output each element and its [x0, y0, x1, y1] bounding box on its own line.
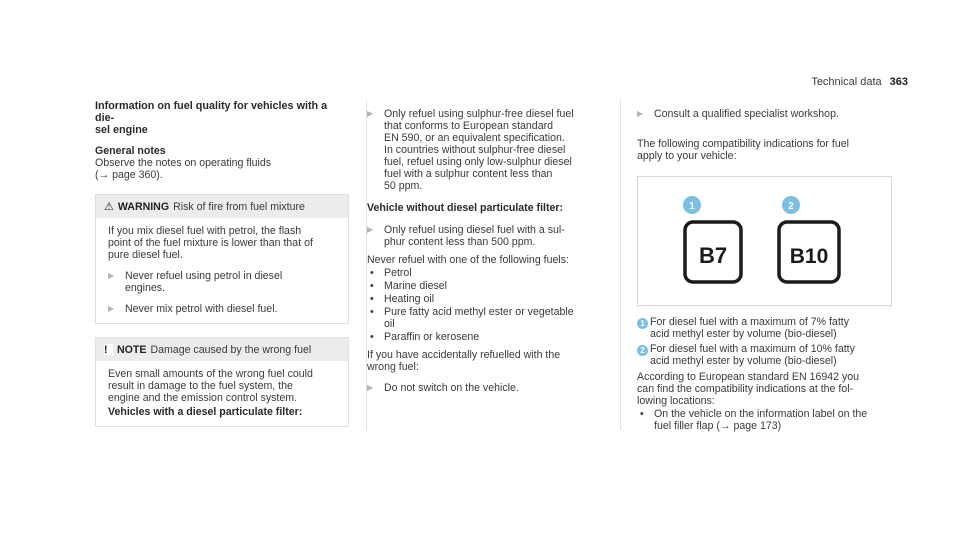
note-body: [96, 361, 348, 426]
step-text: Never mix petrol with diesel fuel.: [125, 303, 278, 315]
step-text: 50 ppm.: [384, 180, 423, 192]
warning-subtitle: Risk of fire from fuel mixture: [173, 201, 305, 213]
step-text: Never refuel using petrol in diesel: [125, 270, 283, 282]
note-text: Even small amounts of the wrong fuel could: [108, 368, 313, 380]
note-subtitle: Damage caused by the wrong fuel: [150, 344, 312, 356]
step-text: phur content less than 500 ppm.: [384, 236, 536, 248]
dpf-heading: Vehicles with a diesel particulate filter:: [108, 406, 303, 418]
arrow-right-icon: ▶: [637, 109, 644, 118]
list-item-text: Paraffin or kerosene: [384, 331, 480, 343]
column-2: [367, 100, 605, 394]
standard-text: According to European standard EN 16942 you: [637, 371, 860, 383]
step-text: Only refuel using diesel fuel with a sul-: [384, 224, 565, 236]
list-item-text: Pure fatty acid methyl ester or vegetable: [384, 306, 574, 318]
bullet-icon: •: [370, 267, 374, 279]
legend-text: For diesel fuel with a maximum of 7% fatty: [650, 316, 850, 328]
step-text: Only refuel using sulphur-free diesel fuel: [384, 108, 574, 120]
warning-text: point of the fuel mixture is lower than that of: [108, 237, 313, 249]
legend-item-1: [637, 316, 892, 340]
list-item: [367, 331, 605, 343]
instruction-step: [108, 303, 336, 315]
section-heading: Information on fuel quality for vehicles with a die- sel engine: [95, 100, 328, 136]
b7-label: B7: [698, 243, 728, 268]
warning-title: WARNING: [117, 201, 170, 213]
compat-text: The following compatibility indications for fuel: [637, 138, 849, 150]
bullet-icon: •: [370, 306, 374, 318]
warning-body: [96, 218, 348, 323]
compat-text: apply to your vehicle:: [637, 150, 737, 162]
page-header: [811, 76, 908, 88]
warning-text: If you mix diesel fuel with petrol, the flash: [108, 225, 302, 237]
list-item-text: Marine diesel: [384, 280, 448, 292]
bullet-icon: •: [370, 280, 374, 292]
arrow-right-icon: ▶: [108, 271, 115, 280]
step-text: EN 590, or an equivalent specification.: [384, 132, 565, 144]
step-text: that conforms to European standard: [384, 120, 554, 132]
section-title: Technical data: [811, 76, 882, 88]
note-box: [95, 337, 349, 427]
subheading-general-notes: General notes: [95, 145, 166, 157]
warning-icon: ⚠: [104, 201, 114, 213]
list-item-text: On the vehicle on the information label on the: [654, 408, 868, 420]
page-number: 363: [889, 76, 908, 88]
step-text: fuel, refuel using only low-sulphur diesel: [384, 156, 572, 168]
list-item-text[interactable]: fuel filler flap (→ page 173): [654, 420, 782, 432]
step-text: fuel with a sulphur content less than: [384, 168, 553, 180]
intro-page-ref[interactable]: (→ page 360).: [95, 169, 163, 181]
list-item-text: Petrol: [384, 267, 412, 279]
list-item: [637, 408, 892, 432]
arrow-right-icon: ▶: [367, 225, 374, 234]
fuel-list: [367, 267, 605, 343]
exclamation-icon: !: [104, 344, 113, 355]
step-text: engines.: [125, 282, 166, 294]
arrow-right-icon: ▶: [108, 304, 115, 313]
list-item-text: oil: [384, 318, 395, 330]
warning-box: [95, 194, 349, 324]
instruction-step: [367, 224, 605, 248]
column-3: [637, 100, 892, 432]
list-item: [367, 280, 605, 292]
list-item: [367, 306, 605, 330]
standard-text: lowing locations:: [637, 395, 715, 407]
accident-text: wrong fuel:: [367, 361, 419, 373]
instruction-step: [637, 108, 892, 120]
arrow-right-icon: ▶: [367, 383, 374, 392]
note-text: result in damage to the fuel system, the: [108, 380, 293, 392]
instruction-step: [108, 270, 336, 294]
step-text: Consult a qualified specialist workshop.: [654, 108, 839, 120]
marker-1-icon: 1: [637, 318, 648, 329]
b10-label: B10: [789, 245, 829, 268]
bullet-icon: •: [370, 293, 374, 305]
legend-item-2: [637, 343, 892, 367]
note-title: NOTE: [117, 344, 147, 356]
subheading-no-dpf: Vehicle without diesel particulate filter:: [367, 202, 564, 214]
standard-text: can find the compatibility indications at the fol-: [637, 383, 854, 395]
warning-text: pure diesel fuel.: [108, 249, 183, 261]
arrow-right-icon: ▶: [367, 109, 374, 118]
fuel-compat-figure: [637, 176, 892, 306]
instruction-step: [367, 382, 605, 394]
intro-text: Observe the notes on operating fluids: [95, 157, 272, 169]
list-item-text: Heating oil: [384, 293, 435, 305]
column-divider: [620, 100, 621, 430]
list-item: [367, 293, 605, 305]
instruction-step: [367, 108, 605, 192]
column-1: [95, 100, 349, 427]
note-text: engine and the emission control system.: [108, 392, 298, 404]
warning-header: [96, 195, 348, 218]
marker-2-label: 2: [788, 201, 794, 212]
bullet-icon: •: [370, 331, 374, 343]
legend-text: acid methyl ester by volume (bio-diesel): [650, 328, 837, 340]
bullet-icon: •: [640, 408, 644, 420]
never-refuel-text: Never refuel with one of the following fuels:: [367, 254, 569, 266]
marker-1-label: 1: [689, 201, 695, 212]
fuel-label-illustration: [638, 177, 891, 305]
list-item: [367, 267, 605, 279]
step-text: In countries without sulphur-free diesel: [384, 144, 566, 156]
accident-text: If you have accidentally refuelled with the: [367, 349, 561, 361]
legend-text: acid methyl ester by volume (bio-diesel): [650, 355, 837, 367]
note-header: [96, 338, 348, 361]
marker-2-icon: 2: [637, 345, 648, 356]
legend-text: For diesel fuel with a maximum of 10% fatty: [650, 343, 855, 355]
step-text: Do not switch on the vehicle.: [384, 382, 519, 394]
